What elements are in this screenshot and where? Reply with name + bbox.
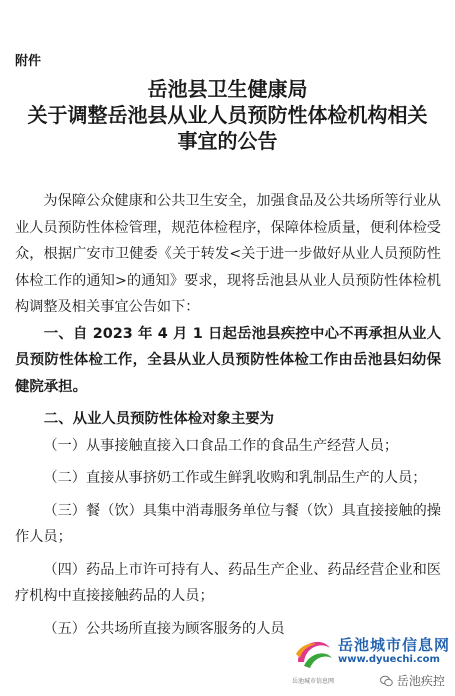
site-logo-icon (292, 632, 336, 674)
attachment-label: 附件 (15, 54, 42, 69)
list-item-4: （四）药品上市许可持有人、药品生产企业、药品经营企业和医疗机构中直接接触药品的人员； (15, 561, 441, 604)
list-item-5: （五）公共场所直接为顾客服务的人员 (43, 620, 285, 637)
list-item-3: （三）餐（饮）具集中消毒服务单位与餐（饮）具直接接触的操作人员； (15, 502, 441, 545)
paragraph-intro: 为保障公众健康和公共卫生安全，加强食品及公共场所等行业从业人员预防性体检管理，规范体检程序，保障体检质量，便利体检受众，根据广安市卫健委《关于转发<关于进一步做好从业人员预防性体检工作的通知>的通知》要求，现将岳池县从业人员预防性体检机构调整及相关事宜公告如下： (15, 193, 441, 315)
site-name: 岳池城市信息网 (338, 636, 451, 654)
paragraph-section-1: 一、自 2023 年 4 月 1 日起岳池县疾控中心不再承担从业人员预防性体检工作，全县从业人员预防性体检工作由岳池县妇幼保健院承担。 (15, 325, 441, 395)
title-line-1: 岳池县卫生健康局 (147, 77, 308, 101)
list-item-2: （二）直接从事挤奶工作或生鲜乳收购和乳制品生产的人员； (43, 470, 427, 486)
wechat-account (380, 672, 445, 689)
title-line-2: 关于调整岳池县从业人员预防性体检机构相关 (27, 103, 428, 127)
site-url: www.dyuechi.com (338, 654, 440, 665)
document-body (15, 188, 441, 642)
wechat-icon (380, 675, 393, 687)
wechat-account-name: 岳池疾控 (396, 674, 445, 688)
paragraph-section-2: 二、从业人员预防性体检对象主要为 (43, 411, 275, 427)
list-item-1: （一）从事接触直接入口食品工作的食品生产经营人员； (43, 437, 399, 454)
title-line-3: 事宜的公告 (177, 129, 278, 153)
site-watermark (292, 632, 452, 692)
site-small-text: 岳池城市信息网 (292, 678, 335, 685)
document-title (0, 76, 455, 154)
